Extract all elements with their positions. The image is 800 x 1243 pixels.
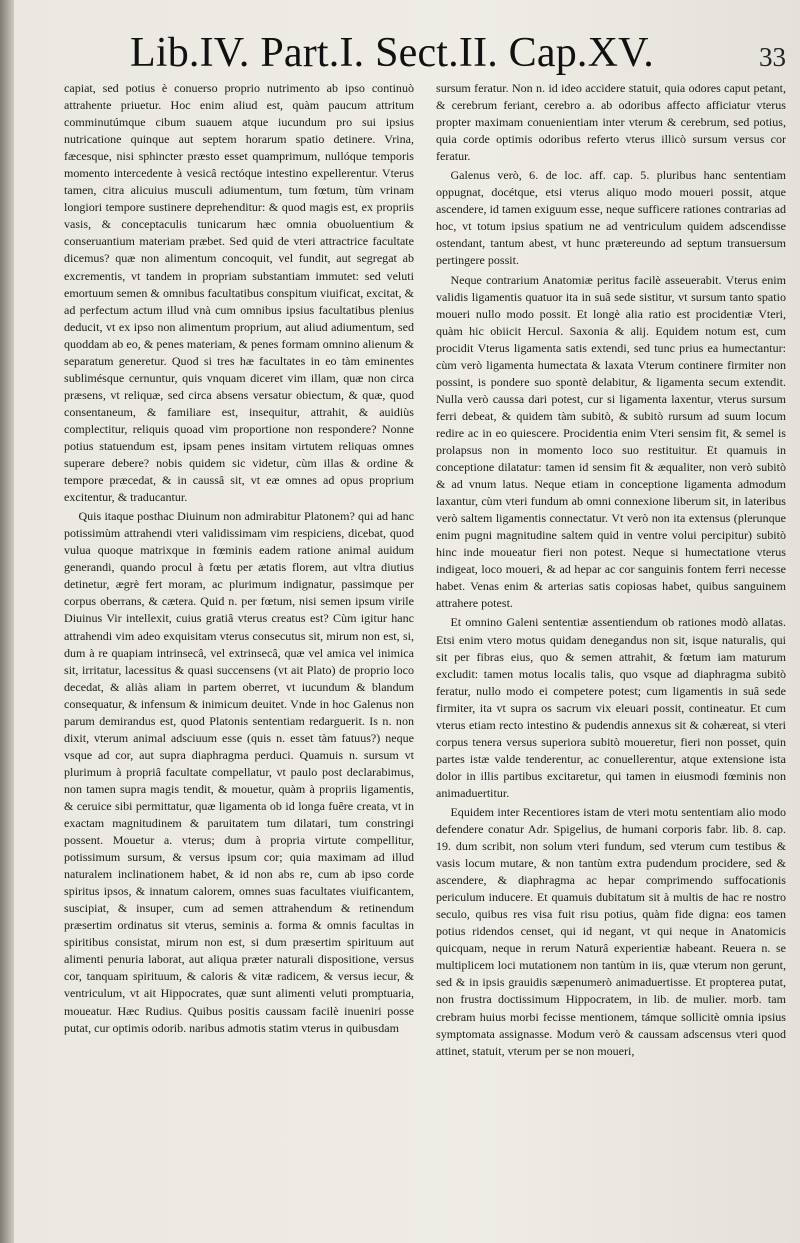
paragraph: capiat, sed potius è conuerso proprio nutrimento ab ipso continuò attrahente priuetur. Hoc enim aliud est, quàm paucum attritum comminutúmque cibum suauem atque iucundum pro sui ipsius nutricatione quinque aut septem horarum spatio detinere. Vrina, fæcesque, nisi sphincter præsto esset quamprimum, nullóque temporis momento intercedente à vesicâ rectóque intestino expellerentur. Vterus tamen, citra alicuius musculi adiumentum, tum fœtum, tùm vrinam longiori tempore sustinere deprehenditur: & quod magis est, ex propriis vasis, & conceptaculis tunicarum hæc omnia obuoluentium & conseruantium materiam præbet. Sed quid de vteri attractrice facultate dicemus? quæ non alimentum concoquit, vel fundit, aut segregat ab excrementis, vt tandem in propriam substantiam immutet: sed veluti emortuum semen & omnibus facultatibus conspitum viuificat, excitat, & ad perfectum actum illud vnà cum omnibus ipsius facultatibus plenius deducit, vt ex ipso non alimentum proprium, aut aliud adiumentum, sed quoddam ab eo, & penes materiam, & penes formam omnino alienum & separatum generetur. Quod si tres hæ facultates in eo tàm eminentes sublimésque cernuntur, quis vnquam diceret vim illam, quæ non circa præsens, vt reliquæ, sed circa absens versatur obiectum, & quæ, quod consentaneum, & familiare est, insequitur, attrahit, & auidiùs complectitur, reliquis quoad vim proportione non respondere? Nonne potius statuendum est, ipsam penes insitam virtutem reliquas omnes superare debere? nobis quidem sic videtur, cùm illas & ordine & tempore præcedat, & in caussâ sit, vt eæ omnes ad opus proprium excitentur, & traducantur. <box>64 81 414 505</box>
paragraph: Neque contrarium Anatomiæ peritus facilè asseuerabit. Vterus enim validis ligamentis quatuor ita in suâ sede sistitur, vt sursum tanto spatio moueri nullo modo possit. Et longè alia ratio est procidentiæ Vteri, quàm hic obiicit Hercul. Saxonia & alij. Equidem notum est, cum procidit Vterus ligamenta satis extendi, sed tunc prius ea humectantur: cùm verò ligamenta humectata & laxata Vterum continere firmiter non possint, is pondere suo spontè delabitur, & ligamenta secum extendit. Nulla verò caussa dari potest, cur si ligamenta laxentur, vterus sursum ferri debeat, & quidem tàm subitò, & subitò rursum ad suum locum redire ac in eo quiescere. Procidentia enim Vteri sensim fit, & semel is prolapsus non in momento loco suo restituitur. Et quamuis in conceptione dilatatur: tamen id sensim fit & æqualiter, non verò subitò & ad vnum latus. Neque etiam in conceptione ligamenta admodum laxantur, cùm vteri fundum ab omni connexione liberum sit, in lateribus verò saltem ligamentis connectatur. Vt verò non ita extensus (plerunque enim pugni magnitudine saltem quid in ventre volui percipitur) subitò hinc inde moueatur fieri non potest. Neque si humectatione vterus indigeat, loco moueri, & ad hepar ac cor sanguinis fontem ferri necesse habet. Venas enim & arterias satis copiosas habet, quibus sanguinem attrahere potest. <box>436 272 786 611</box>
paragraph: Equidem inter Recentiores istam de vteri motu sententiam alio modo defendere conatur Adr. Spigelius, de humani corporis fabr. lib. 8. cap. 19. dum scribit, non solum vteri fundum, sed vterum cum testibus & vasis locum mutare, & non tantùm extra pudendum procidere, sed & ascendere, & diaphragma ac hepar comprimendo suffocationis periculum inducere. Et quamuis dubitatum sit à multis de hac re nostro seculo, quibus res visa fuit risu potius, quàm fide digna: eos tamen potius ridendos censet, qui id negant, vt qui neque in Anatomicis quicquam, neque in rerum Naturâ experientiæ habeant. Reuera n. se multiplicem loci mutationem non tantùm in iis, quæ vterum non gerunt, sed & in ipsis grauidis sæpenumerò animaduertisse. Et propterea putat, non frustra doctissimum Hippocratem, in lib. de mulier. morb. tam crebram huius morbi fecisse mentionem, támque sollicitè omnia ipsius symptomata assignasse. Modum verò & caussam adscensus vteri quod attinet, statuit, vterum per se non moueri, <box>436 804 786 1058</box>
paragraph: Galenus verò, 6. de loc. aff. cap. 5. pluribus hanc sententiam oppugnat, docétque, etsi vterus aliquo modo moueri possit, atque ascendere, id tamen exiguum esse, neque sufficere rationes contrarias ad hoc, vt totum ipsius spatium ne ad ventriculum quidem adscendisse ostendant, tantum abest, vt hunc prætereundo ad septum transuersum pertingere possit. <box>436 168 786 268</box>
page-gutter-shadow <box>0 0 14 1243</box>
left-column <box>64 80 414 1237</box>
text-columns <box>64 80 786 1237</box>
paragraph: Et omnino Galeni sententiæ assentiendum ob rationes modò allatas. Etsi enim vtero motus quidam denegandus non sit, isque naturalis, qui sit per fibras eius, quo & semen attrahit, & fœtum iam maturum excludit: tamen motus localis talis, quo vsque ad diaphragma subitò feratur, nullo modo ei competere potest; cum ligamentis in suâ sede firmiter, ita vt supra os sacrum vix eleuari possit, contineatur. Et cum vterus etiam recto intestino & pudendis annexus sit & cohæreat, si vteri corpus tenera versus superiora subitò moueretur, fieri non posset, quin partes istæ valde tenderentur, ac conuellerentur, atque extensione ista dolor in illis partibus excitaretur, qui tamen in eiusmodi fœminis non animaduertitur. <box>436 615 786 800</box>
paragraph: Quis itaque posthac Diuinum non admirabitur Platonem? qui ad hanc potissimùm attrahendi vteri validissimam vim respiciens, dicebat, quod vulua quoque matrixque in fœminis eadem ratione animal auidum generandi, quando procul à fœtu per ætatis florem, aut vltra diutius detinetur, ægrè fert moram, ac plurimum indignatur, passimque per corpus oberrans, & cætera. Quid n. per fœtum, nisi semen ipsum virile Diuinus Vir intellexit, cuius gratiâ vterus creatus est? Cùm igitur hanc attrahendi vim adeo exquisitam vterus consecutus sit, mirum non est, si, dum à re quapiam intrinsecâ, vel extrinsecâ, quæ vel amica vel inimica sit, irritatur, lacessitus & quasi succensens (vt ait Plato) de proprio loco decedat, & aliàs aliam in partem oberret, vt iucundum & blandum consequatur, & infensum & inimicum deuitet. Vnde in hoc Galenus non parum demirandus est, quod Platonis sententiam redarguerit. Is n. non dixit, vterum animal adsciuum esse (quis n. esset tàm fatuus?) neque vsque ad cor, aut supra diaphragma perduci. Quamuis n. sursum vt plurimum à propriâ facultate compellatur, vt paulo post declarabimus, non tamen supra magis tendit, & mouetur, quàm à propriis ligamentis, & ceruice sibi permittatur, quæ ligamenta ob id longa fuêre creata, vt in exactam magnitudinem & paruitatem tum dilatari, tum constringi possent. Mouetur a. vterus; dum à propria virtute compellitur, potissimum sursum, & versus ipsum cor; quia maximam ad illud naturalem inclinationem habet, & id non abs re, cum ab ipso corde spiritus ipsos, & innatum calorem, omnes suas facultates viuificantem, suscipiat, & insuper, cum ad semen attrahendum & retinendum præsertim ordinatus sit vterus, seminis a. forma & omnis facultas in spiritibus consistat, mirum non est, si dum præsertim spirituum aut alimenti penuria laborat, aut aliqua præter naturali dispositione, versus cor, tanquam spirituum, & caloris & vitæ radicem, & versus iecur, & ventriculum, vt ait Hippocrates, quæ sunt alimenti veluti promptuaria, moueatur. Hæc Rudius. Quibus positis caussam facilè inueniri posse putat, cur optimis odorib. naribus admotis statim vterus in quibusdam <box>64 509 414 1035</box>
page-number: 33 <box>759 42 786 72</box>
right-column <box>436 80 786 1237</box>
page-header <box>130 30 786 76</box>
paragraph: sursum feratur. Non n. id ideo accidere statuit, quia odores caput petant, & cerebrum feriant, cerebro a. ab odoribus affecto afficiatur vterus propter maximam conuenientiam inter vterum & cerebrum, sed potius, quia corde optimis odoribus referto vterus illicò sursum versus cor feratur. <box>436 81 786 164</box>
running-title: Lib.IV. Part.I. Sect.II. Cap.XV. <box>130 30 654 76</box>
